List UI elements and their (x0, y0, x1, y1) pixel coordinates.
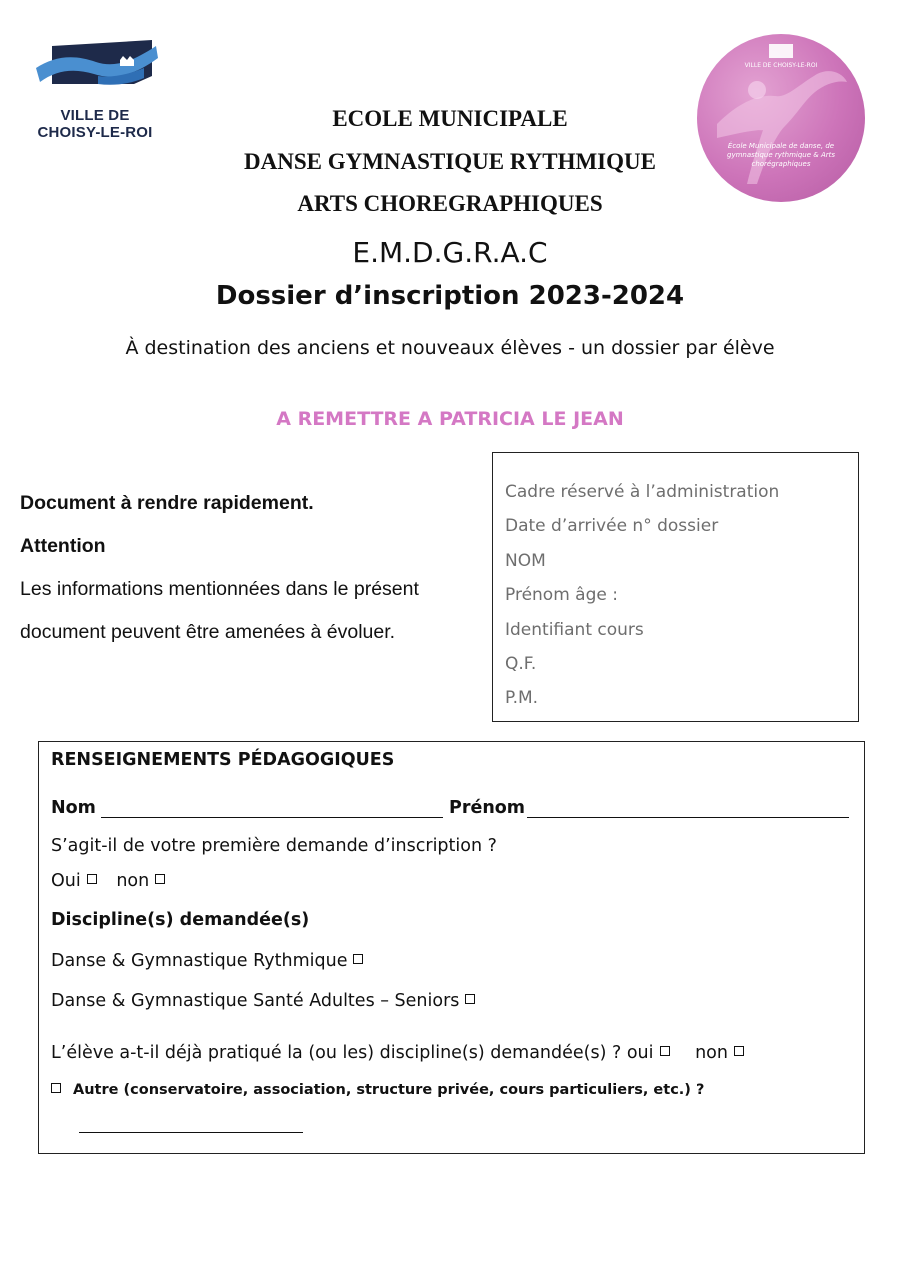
non-checkbox[interactable] (155, 874, 165, 884)
page-title: Dossier d’inscription 2023-2024 (215, 281, 685, 311)
first-request-question: S’agit-il de votre première demande d’inscription ? (51, 836, 497, 856)
oui-checkbox[interactable] (87, 874, 97, 884)
practiced-question: L’élève a-t-il déjà pratiqué la (ou les) discipline(s) demandée(s) ? oui (51, 1043, 654, 1063)
admin-line: P.M. (505, 688, 539, 708)
logo-line2: CHOISY-LE-ROI (37, 124, 153, 141)
autre-checkbox[interactable] (51, 1083, 61, 1093)
discipline2-checkbox[interactable] (465, 994, 475, 1004)
admin-line: Cadre réservé à l’administration (505, 482, 780, 502)
logo-graphic-icon (34, 38, 164, 98)
nom-label: Nom (51, 798, 96, 818)
non-label: non (116, 871, 150, 891)
autre-field[interactable] (79, 1132, 303, 1133)
disciplines-title: Discipline(s) demandée(s) (51, 910, 310, 930)
discipline1-label: Danse & Gymnastique Rythmique (51, 951, 348, 971)
header-line3: ARTS CHOREGRAPHIQUES (297, 191, 603, 216)
header-line2: DANSE GYMNASTIQUE RYTHMIQUE (244, 149, 656, 174)
admin-line: Prénom âge : (505, 585, 618, 605)
discipline1-checkbox[interactable] (353, 954, 363, 964)
renseignements-section (38, 741, 865, 1154)
admin-line: Identifiant cours (505, 620, 644, 640)
practiced-non-label: non (695, 1043, 728, 1063)
practiced-non-checkbox[interactable] (734, 1046, 744, 1056)
autre-label: Autre (conservatoire, association, structure privée, cours particuliers, etc.) ? (73, 1082, 705, 1098)
section-title: RENSEIGNEMENTS PÉDAGOGIQUES (51, 750, 395, 770)
notice-line3: Les informations mentionnées dans le présent (20, 578, 419, 600)
admin-reserved-box (492, 452, 859, 722)
acronym: E.M.D.G.R.A.C (352, 236, 548, 269)
remettre-notice: A REMETTRE A PATRICIA LE JEAN (276, 408, 624, 430)
notice-line2: Attention (20, 535, 106, 557)
subtitle: À destination des anciens et nouveaux élèves - un dossier par élève (125, 337, 775, 359)
nom-field[interactable] (101, 817, 443, 818)
emblem-top-text: VILLE DE CHOISY-LE-ROI (744, 62, 818, 69)
logo-line1: VILLE DE (60, 107, 130, 124)
notice-line4: document peuvent être amenées à évoluer. (20, 621, 396, 643)
discipline2-label: Danse & Gymnastique Santé Adultes – Seniors (51, 991, 460, 1011)
admin-line: NOM (505, 551, 546, 571)
practiced-oui-checkbox[interactable] (660, 1046, 670, 1056)
prenom-field[interactable] (527, 817, 849, 818)
notice-line1: Document à rendre rapidement. (20, 492, 314, 514)
prenom-label: Prénom (449, 798, 526, 818)
admin-line: Q.F. (505, 654, 537, 674)
oui-label: Oui (51, 871, 81, 891)
admin-line: Date d’arrivée n° dossier (505, 516, 719, 536)
header-line1: ECOLE MUNICIPALE (332, 106, 568, 131)
emblem-text: École Municipale de danse, de gymnastique rythmique & Arts chorégraphiques (727, 142, 835, 168)
